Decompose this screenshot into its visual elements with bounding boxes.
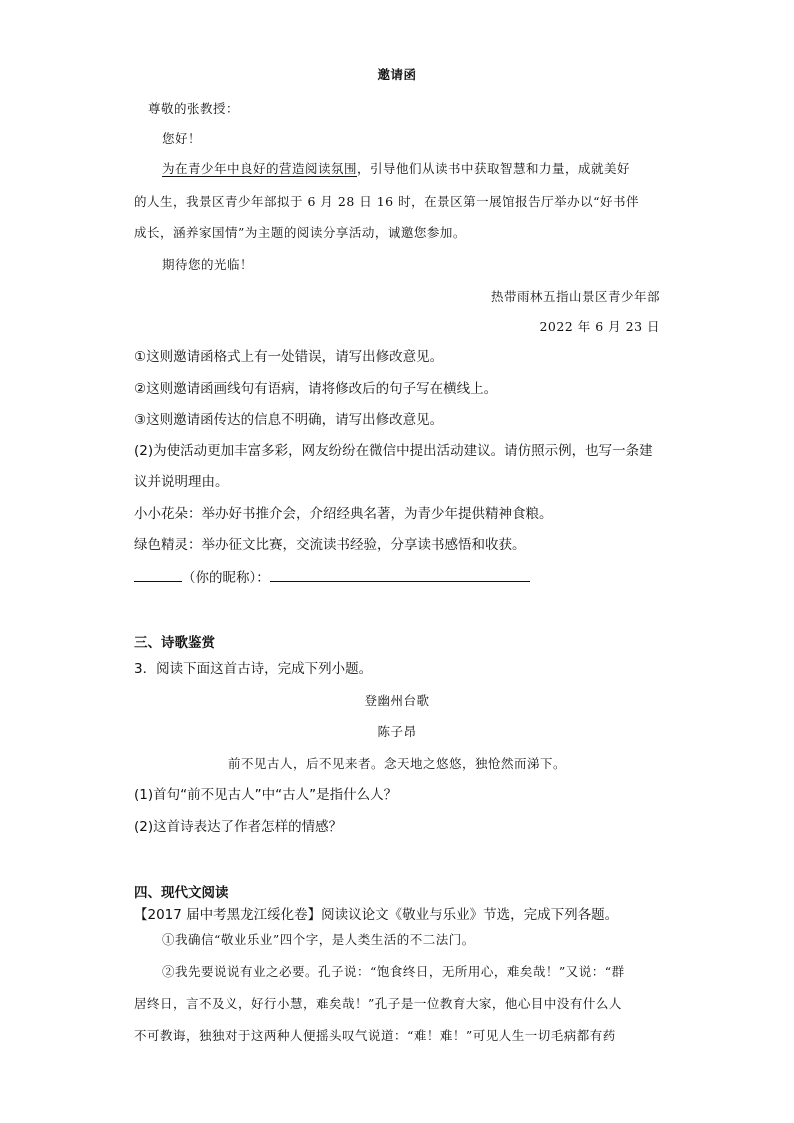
invitation-closing: 期待您的光临！ bbox=[162, 257, 254, 272]
section-3-heading: 三、诗歌鉴赏 bbox=[134, 635, 215, 651]
nickname-label: （你的昵称）： bbox=[182, 570, 270, 586]
passage-paragraph-1: ①我确信“敬业乐业”四个字，是人类生活的不二法门。 bbox=[162, 932, 475, 947]
question-3: ③这则邀请函传达的信息不明确，请写出修改意见。 bbox=[134, 412, 444, 428]
poem-text: 前不见古人，后不见来者。念天地之悠悠，独怆然而涕下。 bbox=[227, 756, 566, 771]
invitation-body-line3: 成长，涵养家国情”为主题的阅读分享活动，诚邀您参加。 bbox=[134, 225, 466, 240]
example-1: 小小花朵：举办好书推介会，介绍经典名著，为青少年提供精神食粮。 bbox=[134, 506, 553, 522]
answer-line bbox=[134, 567, 530, 587]
section-4-heading: 四、现代文阅读 bbox=[134, 885, 229, 901]
question-4-line2: 议并说明理由。 bbox=[134, 474, 229, 490]
section-4-intro: 【2017 届中考黑龙江绥化卷】阅读议论文《敬业与乐业》节选，完成下列各题。 bbox=[134, 907, 619, 923]
invitation-greeting: 您好！ bbox=[162, 131, 202, 146]
invitation-salutation: 尊敬的张教授： bbox=[148, 101, 240, 116]
question-4-line1: (2)为使活动更加丰富多彩，网友纷纷在微信中提出活动建议。请仿照示例，也写一条建 bbox=[134, 443, 653, 459]
poem-title: 登幽州台歌 bbox=[364, 693, 430, 708]
invitation-body-line2: 的人生，我景区青少年部拟于 6 月 28 日 16 时，在景区第一展馆报告厅举办以“好书伴 bbox=[134, 194, 639, 209]
passage-paragraph-2-line2: 居终日，言不及义，好行小慧，难矣哉！”孔子是一位教育大家，他心目中没有什么人 bbox=[134, 996, 622, 1011]
example-2: 绿色精灵：举办征文比赛，交流读书经验，分享读书感悟和收获。 bbox=[134, 537, 526, 553]
passage-paragraph-2-line3: 不可教诲，独独对于这两种人便摇头叹气说道：“难！难！”可见人生一切毛病都有药 bbox=[134, 1028, 616, 1043]
poem-question-1: (1)首句“前不见古人”中“古人”是指什么人？ bbox=[134, 787, 398, 803]
body-line1-rest: ，引导他们从读书中获取智慧和力量，成就美好 bbox=[357, 161, 631, 176]
poem-question-2: (2)这首诗表达了作者怎样的情感？ bbox=[134, 819, 343, 835]
invitation-body-line1 bbox=[162, 160, 630, 178]
question-1: ①这则邀请函格式上有一处错误，请写出修改意见。 bbox=[134, 349, 444, 365]
poem-author: 陈子昂 bbox=[377, 724, 417, 739]
question-2: ②这则邀请函画线句有语病，请将修改后的句子写在横线上。 bbox=[134, 381, 498, 397]
invitation-date: 2022 年 6 月 23 日 bbox=[539, 319, 660, 334]
nickname-blank[interactable] bbox=[134, 567, 182, 582]
invitation-title: 邀请函 bbox=[377, 67, 417, 82]
suggestion-blank[interactable] bbox=[270, 567, 530, 582]
underlined-sentence: 为在青少年中良好的营造阅读氛围 bbox=[162, 161, 358, 176]
invitation-signature: 热带雨林五指山景区青少年部 bbox=[490, 289, 660, 304]
passage-paragraph-2-line1: ②我先要说说有业之必要。孔子说：“饱食终日，无所用心，难矣哉！”又说：“群 bbox=[162, 964, 625, 979]
section-3-intro: 3．阅读下面这首古诗，完成下列小题。 bbox=[134, 661, 373, 677]
